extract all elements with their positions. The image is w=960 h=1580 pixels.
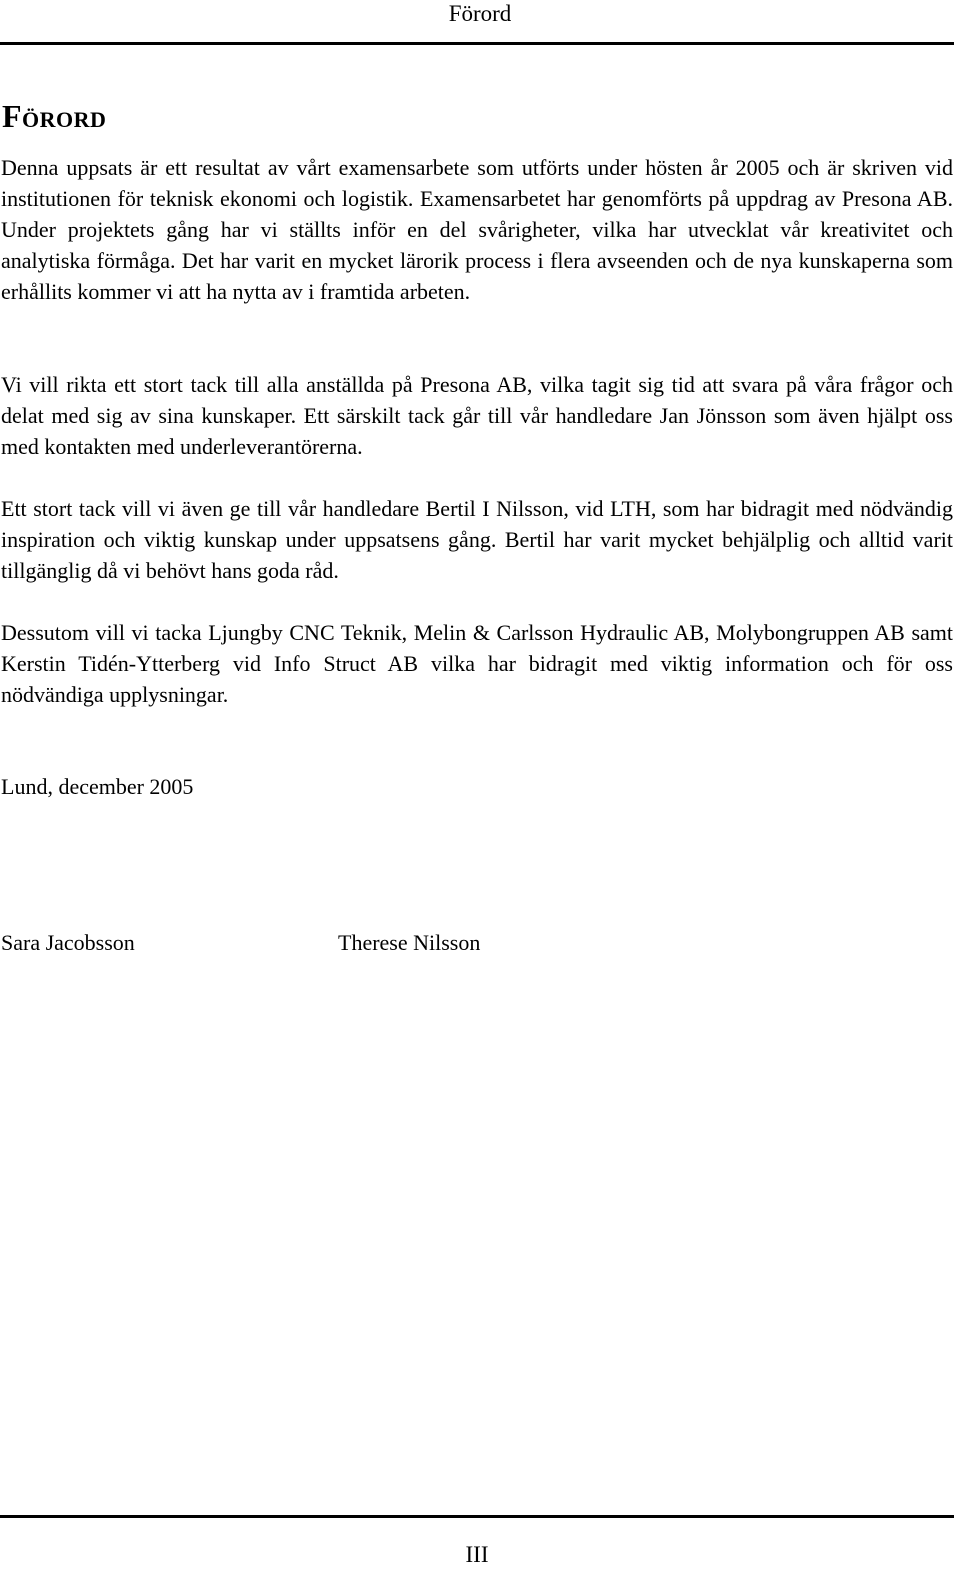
signature-author-2: Therese Nilsson	[338, 930, 481, 955]
paragraph-thanks-presona: Vi vill rikta ett stort tack till alla anställda på Presona AB, vilka tagit sig tid att svara på våra frågor och delat med sig av sina kunskaper. Ett särskilt tack går till vår handledare Jan Jönsson som även hjälpt oss med kontakten med underleverantörerna.	[1, 372, 953, 459]
signature-author-1: Sara Jacobsson	[1, 930, 135, 955]
header-rule	[0, 42, 954, 45]
place-and-date: Lund, december 2005	[1, 774, 194, 799]
running-header-title: Förord	[448, 1, 512, 26]
page-title: Förord	[2, 98, 107, 134]
paragraph-intro: Denna uppsats är ett resultat av vårt examensarbete som utförts under hösten år 2005 och är skriven vid institutionen för teknisk ekonomi och logistik. Examensarbetet har genomförts på uppdrag av Presona AB. Under projektets gång har vi ställts inför en del svårigheter, vilka har utvecklat vår kreativitet och analytiska förmåga. Det har varit en mycket lärorik process i flera avseenden och de nya kunskaperna som erhållits kommer vi att ha nytta av i framtida arbeten.	[1, 155, 953, 304]
paragraph-thanks-supervisor: Ett stort tack vill vi även ge till vår handledare Bertil I Nilsson, vid LTH, som har bidragit med nödvändig inspiration och viktig kunskap under uppsatsens gång. Bertil har varit mycket behjälplig och alltid varit tillgänglig då vi behövt hans goda råd.	[1, 496, 953, 583]
paragraph-thanks-companies: Dessutom vill vi tacka Ljungby CNC Teknik, Melin & Carlsson Hydraulic AB, Molybongruppen AB samt Kerstin Tidén-Ytterberg vid Info Struct AB vilka har bidragit med viktig information och för oss nödvändiga upplysningar.	[1, 620, 953, 707]
footer-rule	[0, 1515, 954, 1518]
page-number: III	[465, 1542, 489, 1567]
